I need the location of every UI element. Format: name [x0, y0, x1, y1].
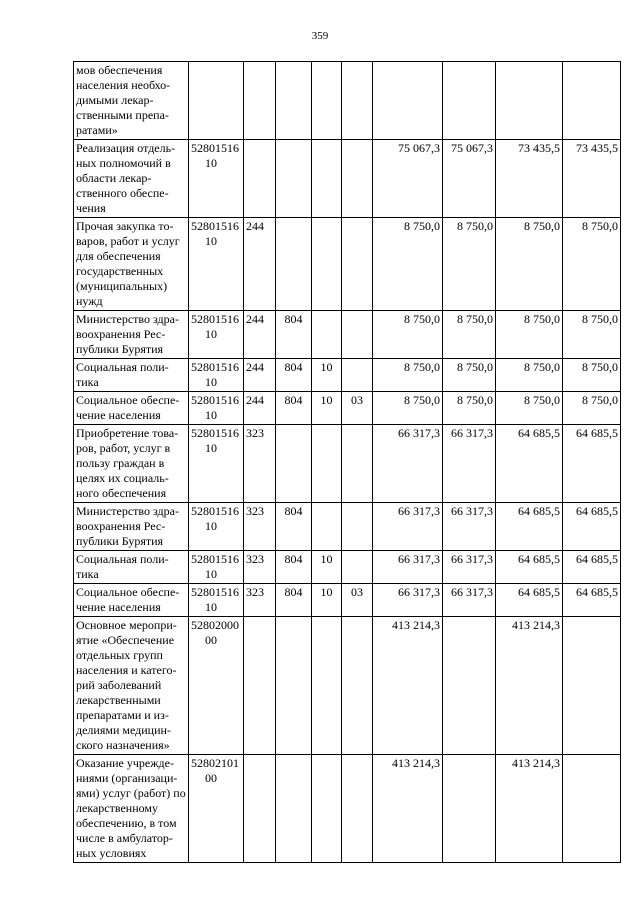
- target-code-part2: 00: [205, 771, 217, 785]
- section-cell: [312, 218, 342, 311]
- expense-type-cell: 244: [244, 311, 276, 359]
- table-row: [74, 62, 621, 140]
- value-cell-2: 8 750,0: [443, 359, 496, 392]
- grbs-cell: 804: [276, 551, 312, 584]
- value-cell-3: 64 685,5: [496, 425, 563, 503]
- subsection-cell: [342, 311, 373, 359]
- row-name-cell: Министерство здра-воохранения Рес-публики Бурятия: [74, 503, 189, 551]
- target-code-cell: [189, 551, 244, 584]
- value-cell-3: 8 750,0: [496, 359, 563, 392]
- value-cell-3: 413 214,3: [496, 617, 563, 755]
- target-code-part2: 10: [205, 600, 217, 614]
- value-cell-4: [563, 617, 621, 755]
- value-cell-2: 66 317,3: [443, 503, 496, 551]
- grbs-cell: [276, 755, 312, 863]
- grbs-cell: [276, 617, 312, 755]
- target-code-part2: 10: [205, 519, 217, 533]
- table-row: [74, 425, 621, 503]
- target-code-part1: 52801516: [191, 426, 239, 440]
- target-code-cell: [189, 503, 244, 551]
- value-cell-1: 75 067,3: [373, 140, 443, 218]
- value-cell-3: 413 214,3: [496, 755, 563, 863]
- expense-type-cell: 323: [244, 551, 276, 584]
- grbs-cell: [276, 425, 312, 503]
- value-cell-4: 8 750,0: [563, 311, 621, 359]
- section-cell: [312, 62, 342, 140]
- subsection-cell: [342, 755, 373, 863]
- target-code-part2: 10: [205, 375, 217, 389]
- value-cell-4: [563, 755, 621, 863]
- grbs-cell: [276, 140, 312, 218]
- expense-type-cell: 323: [244, 503, 276, 551]
- row-name-cell: Оказание учрежде-ниями (организаци-ями) услуг (работ) по лекарственному обеспечению, в том числе в амбулатор-ных условиях: [74, 755, 189, 863]
- expense-type-cell: 323: [244, 584, 276, 617]
- value-cell-3: 73 435,5: [496, 140, 563, 218]
- target-code-cell: [189, 617, 244, 755]
- row-name-cell: Социальное обеспе-чение населения: [74, 584, 189, 617]
- target-code-part1: 52801516: [191, 360, 239, 374]
- expense-type-cell: 244: [244, 392, 276, 425]
- target-code-part2: 10: [205, 234, 217, 248]
- row-name-cell: Министерство здра-воохранения Рес-публики Бурятия: [74, 311, 189, 359]
- value-cell-1: 413 214,3: [373, 617, 443, 755]
- row-name-cell: мов обеспечения населения необхо-димыми лекар-ственными препа-ратами»: [74, 62, 189, 140]
- table-row: [74, 584, 621, 617]
- value-cell-1: 8 750,0: [373, 359, 443, 392]
- section-cell: 10: [312, 551, 342, 584]
- table-row: [74, 617, 621, 755]
- value-cell-1: 66 317,3: [373, 584, 443, 617]
- section-cell: [312, 617, 342, 755]
- value-cell-3: 64 685,5: [496, 551, 563, 584]
- section-cell: [312, 503, 342, 551]
- section-cell: 10: [312, 359, 342, 392]
- target-code-part2: 10: [205, 156, 217, 170]
- section-cell: 10: [312, 392, 342, 425]
- value-cell-4: [563, 62, 621, 140]
- target-code-part1: 52801516: [191, 504, 239, 518]
- value-cell-1: 8 750,0: [373, 218, 443, 311]
- value-cell-4: 8 750,0: [563, 392, 621, 425]
- subsection-cell: [342, 425, 373, 503]
- value-cell-3: 64 685,5: [496, 503, 563, 551]
- page-number: 359: [311, 30, 329, 42]
- value-cell-4: 8 750,0: [563, 218, 621, 311]
- target-code-cell: [189, 425, 244, 503]
- value-cell-4: 73 435,5: [563, 140, 621, 218]
- value-cell-4: 8 750,0: [563, 359, 621, 392]
- target-code-part2: 10: [205, 408, 217, 422]
- table-body: [74, 62, 621, 863]
- value-cell-3: [496, 62, 563, 140]
- target-code-cell: [189, 311, 244, 359]
- value-cell-2: 66 317,3: [443, 425, 496, 503]
- grbs-cell: [276, 218, 312, 311]
- target-code-part1: 52801516: [191, 393, 239, 407]
- value-cell-4: 64 685,5: [563, 584, 621, 617]
- table-row: [74, 140, 621, 218]
- target-code-part1: 52802101: [191, 756, 239, 770]
- table-row: [74, 218, 621, 311]
- value-cell-2: [443, 755, 496, 863]
- expense-type-cell: [244, 617, 276, 755]
- value-cell-4: 64 685,5: [563, 425, 621, 503]
- subsection-cell: [342, 359, 373, 392]
- subsection-cell: 03: [342, 584, 373, 617]
- target-code-part1: 52801516: [191, 219, 239, 233]
- target-code-part1: 52801516: [191, 585, 239, 599]
- grbs-cell: [276, 62, 312, 140]
- value-cell-2: 66 317,3: [443, 551, 496, 584]
- value-cell-2: 8 750,0: [443, 218, 496, 311]
- value-cell-3: 64 685,5: [496, 584, 563, 617]
- section-cell: 10: [312, 584, 342, 617]
- target-code-cell: [189, 392, 244, 425]
- row-name-cell: Социальное обеспе-чение населения: [74, 392, 189, 425]
- value-cell-2: 8 750,0: [443, 392, 496, 425]
- table-row: [74, 551, 621, 584]
- value-cell-2: 8 750,0: [443, 311, 496, 359]
- row-name-cell: Реализация отдель-ных полномочий в области лекар-ственного обеспе-чения: [74, 140, 189, 218]
- value-cell-4: 64 685,5: [563, 503, 621, 551]
- row-name-cell: Прочая закупка то-варов, работ и услуг для обеспечения государственных (муниципальных) нужд: [74, 218, 189, 311]
- target-code-part1: 52801516: [191, 141, 239, 155]
- value-cell-2: 66 317,3: [443, 584, 496, 617]
- value-cell-2: [443, 62, 496, 140]
- expense-type-cell: [244, 140, 276, 218]
- target-code-part2: 10: [205, 441, 217, 455]
- table-row: [74, 755, 621, 863]
- grbs-cell: 804: [276, 503, 312, 551]
- grbs-cell: 804: [276, 359, 312, 392]
- grbs-cell: 804: [276, 584, 312, 617]
- subsection-cell: [342, 551, 373, 584]
- grbs-cell: 804: [276, 392, 312, 425]
- section-cell: [312, 311, 342, 359]
- target-code-part2: 00: [205, 633, 217, 647]
- value-cell-3: 8 750,0: [496, 311, 563, 359]
- table-row: [74, 311, 621, 359]
- subsection-cell: [342, 62, 373, 140]
- expense-type-cell: 323: [244, 425, 276, 503]
- subsection-cell: [342, 218, 373, 311]
- expense-type-cell: [244, 62, 276, 140]
- value-cell-1: [373, 62, 443, 140]
- subsection-cell: [342, 140, 373, 218]
- value-cell-1: 8 750,0: [373, 311, 443, 359]
- budget-table: [73, 61, 621, 863]
- subsection-cell: 03: [342, 392, 373, 425]
- section-cell: [312, 425, 342, 503]
- subsection-cell: [342, 503, 373, 551]
- expense-type-cell: 244: [244, 218, 276, 311]
- value-cell-1: 413 214,3: [373, 755, 443, 863]
- table-row: [74, 359, 621, 392]
- target-code-cell: [189, 62, 244, 140]
- section-cell: [312, 140, 342, 218]
- row-name-cell: Социальная поли-тика: [74, 359, 189, 392]
- value-cell-1: 8 750,0: [373, 392, 443, 425]
- target-code-part1: 52801516: [191, 552, 239, 566]
- value-cell-2: 75 067,3: [443, 140, 496, 218]
- value-cell-3: 8 750,0: [496, 218, 563, 311]
- row-name-cell: Приобретение това-ров, работ, услуг в пользу граждан в целях их социаль-ного обеспечения: [74, 425, 189, 503]
- subsection-cell: [342, 617, 373, 755]
- row-name-cell: Основное меропри-ятие «Обеспечение отдельных групп населения и катего-рий заболеваний лекарственными препаратами и из-делиями медицин-ского назначения»: [74, 617, 189, 755]
- value-cell-4: 64 685,5: [563, 551, 621, 584]
- table-row: [74, 392, 621, 425]
- target-code-part1: 52801516: [191, 312, 239, 326]
- expense-type-cell: 244: [244, 359, 276, 392]
- target-code-cell: [189, 584, 244, 617]
- section-cell: [312, 755, 342, 863]
- target-code-cell: [189, 755, 244, 863]
- table-row: [74, 503, 621, 551]
- target-code-part2: 10: [205, 567, 217, 581]
- target-code-part2: 10: [205, 327, 217, 341]
- target-code-cell: [189, 218, 244, 311]
- value-cell-2: [443, 617, 496, 755]
- value-cell-1: 66 317,3: [373, 503, 443, 551]
- target-code-cell: [189, 140, 244, 218]
- row-name-cell: Социальная поли-тика: [74, 551, 189, 584]
- grbs-cell: 804: [276, 311, 312, 359]
- expense-type-cell: [244, 755, 276, 863]
- target-code-part1: 52802000: [191, 618, 239, 632]
- value-cell-1: 66 317,3: [373, 425, 443, 503]
- target-code-cell: [189, 359, 244, 392]
- value-cell-1: 66 317,3: [373, 551, 443, 584]
- value-cell-3: 8 750,0: [496, 392, 563, 425]
